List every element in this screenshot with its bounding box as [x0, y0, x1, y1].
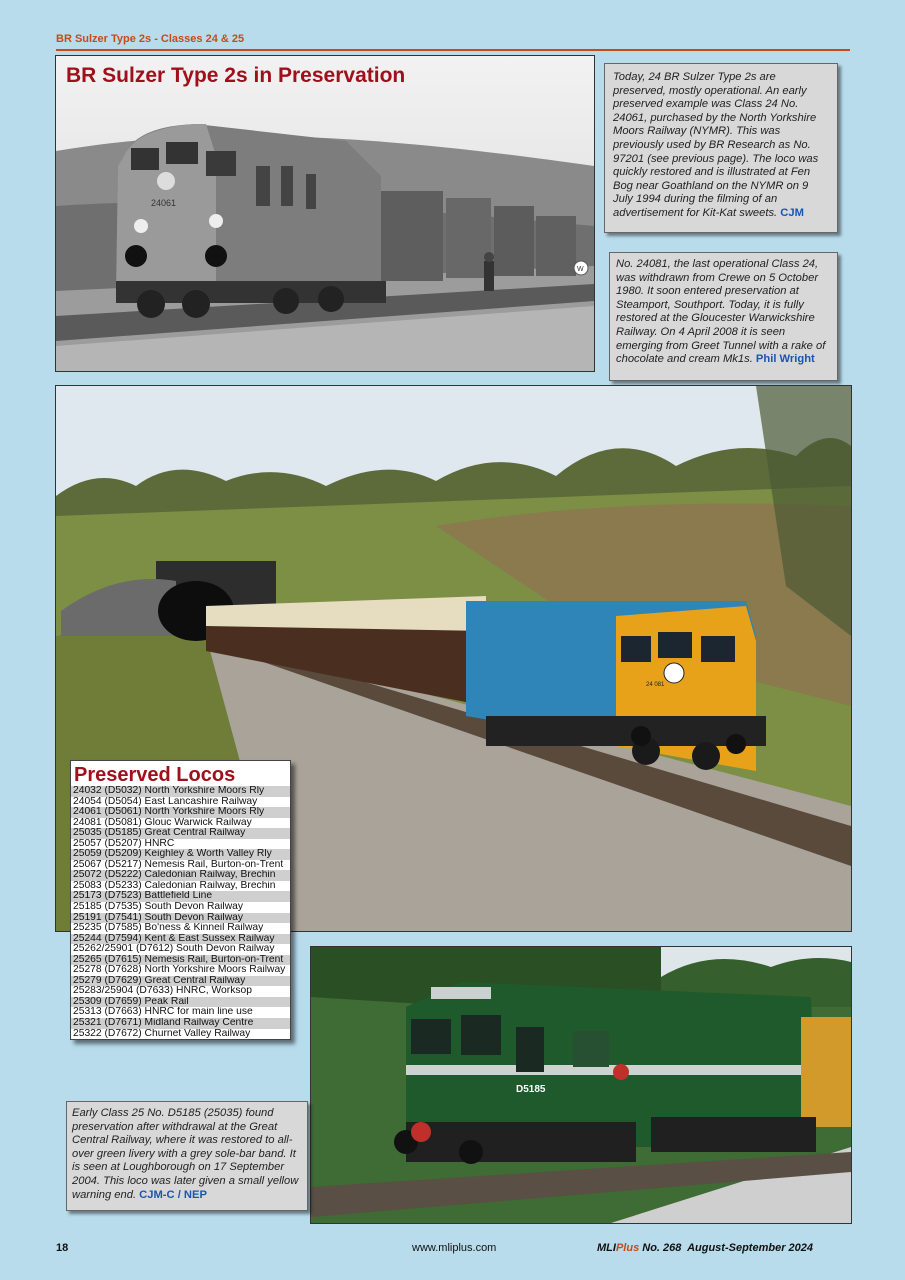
list-item: 25035 (D5185) Great Central Railway [71, 828, 290, 839]
loco3-number: D5185 [516, 1084, 546, 1095]
caption-d5185 [66, 1101, 308, 1211]
page-number: 18 [56, 1242, 69, 1254]
list-item: 25309 (D7659) Peak Rail [71, 997, 290, 1008]
list-item: 25191 (D7541) South Devon Railway [71, 913, 290, 924]
brand-mli: MLI [597, 1242, 616, 1254]
brand-plus: Plus [615, 1242, 640, 1254]
list-item: 25235 (D7585) Bo'ness & Kinneil Railway [73, 923, 264, 934]
list-item: 25072 (D5222) Caledonian Railway, Brechin [71, 870, 290, 881]
footer-url[interactable]: www.mliplus.com [412, 1242, 497, 1254]
caption-d5185-text: Early Class 25 No. D5185 (25035) found preservation after withdrawal at the Great Central Railway, where it was restored to all-over green livery with a grey sole-bar band. It is seen at Loughborough on 17 September 2004. This loco was later given a small yellow warning end. [72, 1107, 299, 1201]
header-rule [56, 49, 850, 51]
list-item: 25265 (D7615) Nemesis Rail, Burton-on-Trent [71, 955, 290, 966]
photo-24061-bw [55, 55, 595, 372]
section-label: BR Sulzer Type 2s - Classes 24 & 25 [56, 33, 245, 45]
loco2-number: 24 081 [646, 682, 665, 688]
list-item: 25059 (D5209) Keighley & Worth Valley Rly [71, 849, 290, 860]
caption-24061-credit: CJM [780, 206, 804, 219]
list-item: 24054 (D5054) East Lancashire Railway [73, 796, 258, 807]
list-item: 24032 (D5032) North Yorkshire Moors Rly [71, 786, 290, 797]
caption-24081-credit: Phil Wright [755, 353, 815, 366]
article-title: BR Sulzer Type 2s in Preservation [66, 64, 406, 87]
loco1-number: 24061 [151, 198, 177, 208]
caption-d5185-credit: CJM-C / NEP [139, 1188, 207, 1201]
list-item: 25057 (D5207) HNRC [73, 838, 175, 849]
watermark-letter: W [577, 266, 584, 273]
list-item: 25185 (D7535) South Devon Railway [73, 902, 243, 913]
list-item: 25322 (D7672) Churnet Valley Railway [73, 1028, 251, 1039]
list-item: 25262/25901 (D7612) South Devon Railway [73, 944, 275, 955]
list-item: 25244 (D7594) Kent & East Sussex Railway [71, 934, 290, 945]
caption-24061 [604, 63, 838, 233]
preserved-locos-table [70, 760, 291, 1040]
photo-d5185-green [310, 946, 852, 1224]
caption-24081-text: No. 24081, the last operational Class 24, was withdrawn from Crewe on 5 October 1980. It soon entered preservation at Steamport, Southport. Today, it is fully restored at the Gloucester Warwickshire Railway. On 4 April 2008 it is seen emerging from Greet Tunnel with a rake of chocolate and cream Mk1s. [616, 258, 826, 366]
issue-info: No. 268 August-September 2024 [642, 1242, 814, 1254]
caption-24061-text: Today, 24 BR Sulzer Type 2s are preserved, mostly operational. An early preserved example was Class 24 No. 24061, purchased by the North Yorkshire Moors Railway (NYMR). This was previously used by BR Research as No. 97201 (see previous page). The loco was quickly restored and is illustrated at Fen Bog near Goathland on the NYMR on 9 July 1994 during the filming of an advertisement for Kit-Kat sweets. [613, 71, 819, 219]
list-item: 25279 (D7629) Great Central Railway [71, 976, 290, 987]
list-item: 25173 (D7523) Battlefield Line [71, 891, 290, 902]
caption-24081 [609, 252, 838, 381]
list-item: 25278 (D7628) North Yorkshire Moors Railway [73, 965, 286, 976]
list-item: 24061 (D5061) North Yorkshire Moors Rly [71, 807, 290, 818]
list-item: 25283/25904 (D7633) HNRC, Worksop [73, 986, 252, 997]
list-item: 25313 (D7663) HNRC for main line use [73, 1007, 253, 1018]
preserved-locos-rows [71, 786, 290, 1039]
list-item: 24081 (D5081) Glouc Warwick Railway [73, 817, 252, 828]
preserved-locos-title: Preserved Locos [74, 764, 236, 786]
footer-publication [597, 1242, 813, 1254]
list-item: 25321 (D7671) Midland Railway Centre [71, 1018, 290, 1029]
list-item: 25083 (D5233) Caledonian Railway, Brechin [73, 880, 276, 891]
list-item: 25067 (D5217) Nemesis Rail, Burton-on-Trent [73, 859, 284, 870]
